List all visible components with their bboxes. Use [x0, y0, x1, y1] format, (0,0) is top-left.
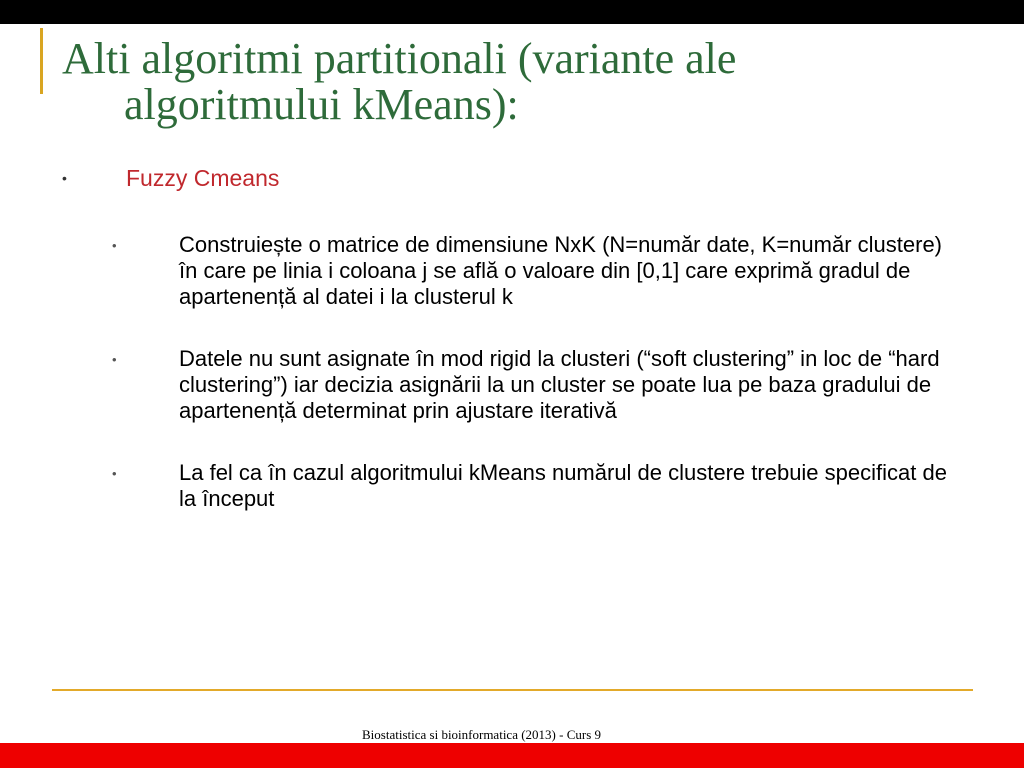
- bullet-heading: Fuzzy Cmeans: [126, 165, 280, 191]
- bottom-red-bar: [0, 743, 1024, 768]
- bullet-dot-icon: •: [62, 170, 67, 186]
- bullet-dot-icon: •: [112, 466, 117, 481]
- footer-divider: [52, 689, 973, 691]
- sub-bullet-item: [110, 460, 970, 512]
- sub-bullet-item: [110, 346, 970, 424]
- sub-bullet-item: [110, 232, 970, 310]
- title-line-2: algoritmului kMeans):: [124, 80, 519, 129]
- footer-caption: Biostatistica si bioinformatica (2013) - Curs 9: [362, 727, 602, 742]
- sub-bullet-text: Datele nu sunt asignate în mod rigid la clusteri (“soft clustering” in loc de “hard clustering”) iar decizia asignării la un cluster se poate lua pe baza gradului de apartenență determinat prin ajustare iterativă: [179, 346, 940, 423]
- sub-bullet-text: La fel ca în cazul algoritmului kMeans numărul de clustere trebuie specificat de la început: [179, 460, 947, 511]
- title-accent-line: [40, 28, 43, 94]
- bullet-dot-icon: •: [112, 352, 117, 367]
- sub-bullet-text: Construiește o matrice de dimensiune NxK (N=număr date, K=număr clustere) în care pe linia i coloana j se află o valoare din [0,1] care exprimă gradul de apartenență al datei i la clusterul k: [179, 232, 943, 309]
- slide-title: [62, 36, 962, 128]
- sub-bullet-list: [110, 232, 970, 548]
- bullet-dot-icon: •: [112, 238, 117, 253]
- top-black-bar: [0, 0, 1024, 24]
- title-line-1: Alti algoritmi partitionali (variante ale: [62, 34, 737, 83]
- bullet-fuzzy-cmeans: [62, 164, 962, 192]
